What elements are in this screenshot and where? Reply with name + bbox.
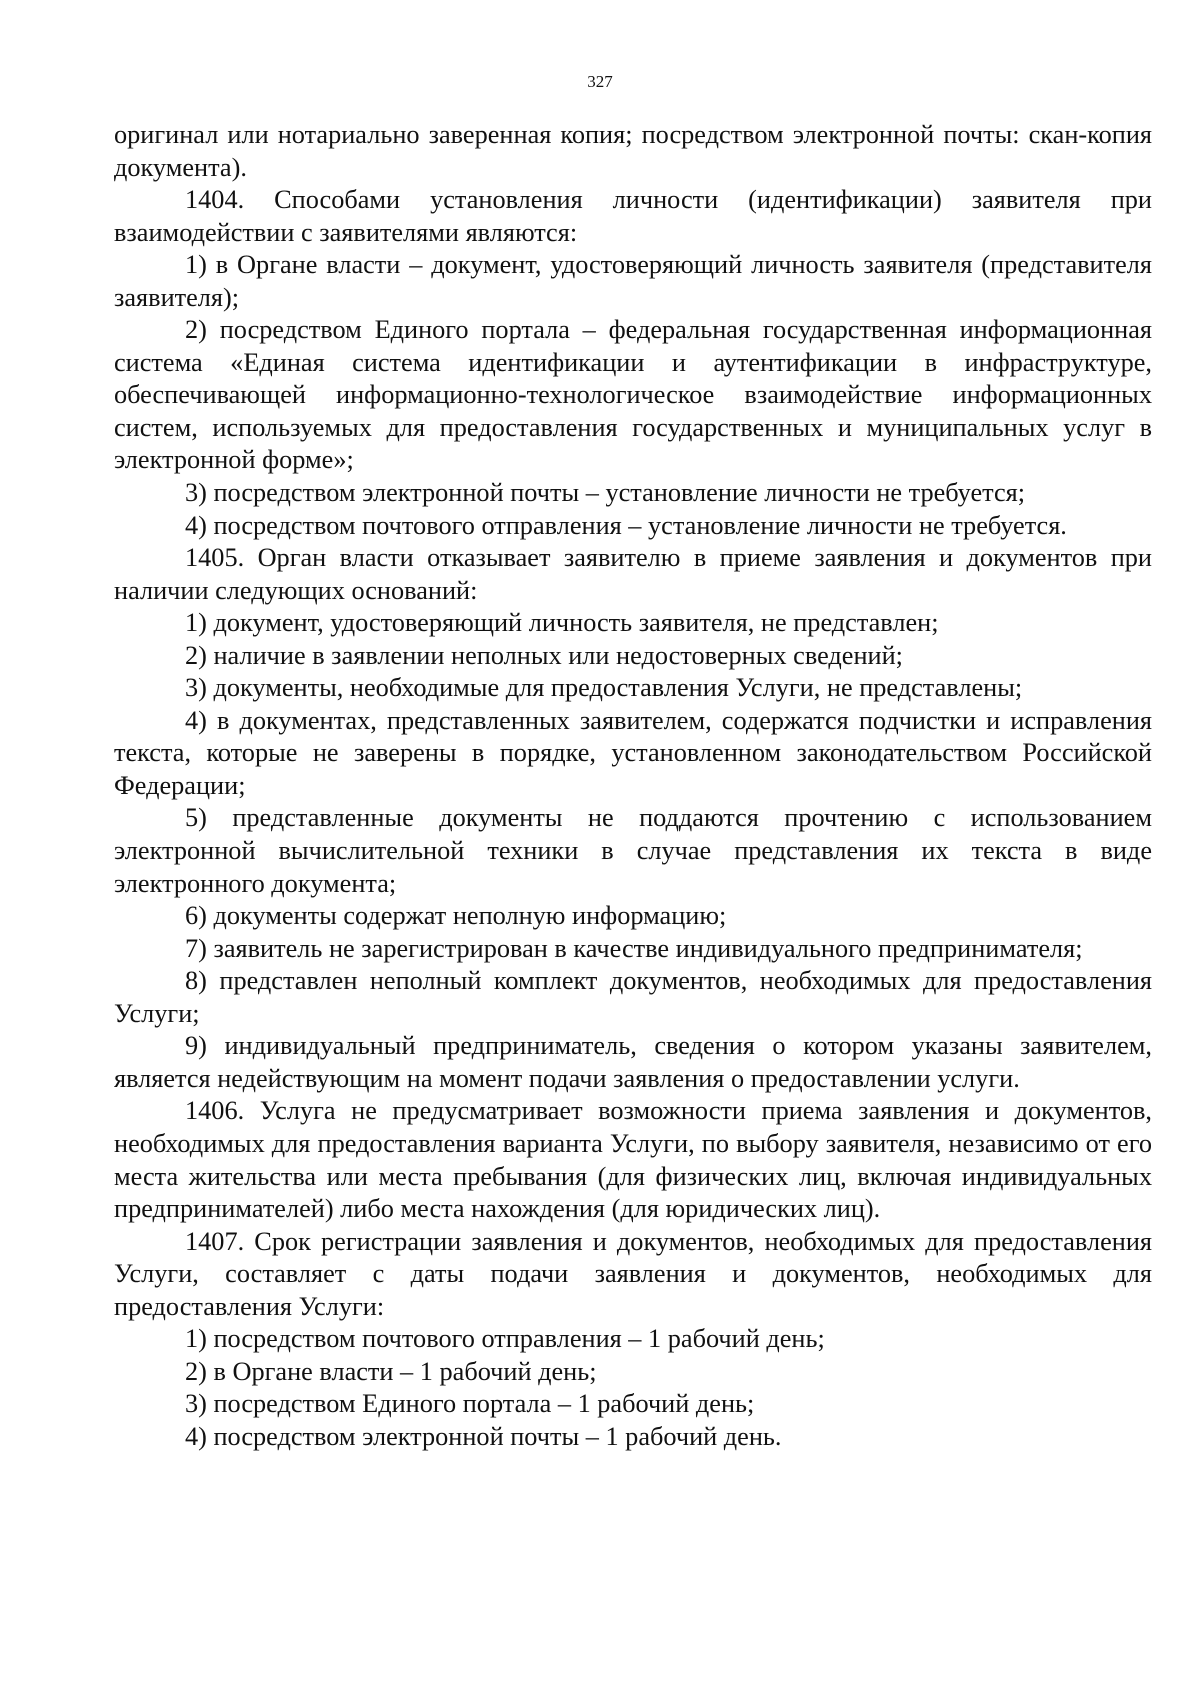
list-item-1407-3: 3) посредством Единого портала – 1 рабочий день; bbox=[185, 1389, 755, 1419]
paragraph-1405: 1405. Орган власти отказывает заявителю в приеме заявления и документов при наличии следующих оснований: bbox=[114, 543, 1152, 605]
list-item-1404-3: 3) посредством электронной почты – установление личности не требуется; bbox=[185, 478, 1026, 508]
paragraph-1406: 1406. Услуга не предусматривает возможности приема заявления и документов, необходимых для предоставления варианта Услуги, по выбору заявителя, независимо от его места жительства или места пребывания (для физических лиц, включая индивидуальных предпринимателей) либо места нахождения (для юридических лиц). bbox=[114, 1096, 1152, 1224]
paragraph-1404: 1404. Способами установления личности (идентификации) заявителя при взаимодействии с заявителями являются: bbox=[114, 185, 1152, 247]
page-number: 327 bbox=[587, 72, 613, 91]
list-item-1405-5: 5) представленные документы не поддаются прочтению с использованием электронной вычислительной техники в случае представления их текста в виде электронного документа; bbox=[114, 803, 1152, 898]
document-body bbox=[114, 119, 1152, 1453]
list-item-1405-6: 6) документы содержат неполную информацию; bbox=[185, 901, 727, 931]
list-item-1405-4: 4) в документах, представленных заявителем, содержатся подчистки и исправления текста, которые не заверены в порядке, установленном законодательством Российской Федерации; bbox=[114, 705, 1152, 800]
list-item-1405-7: 7) заявитель не зарегистрирован в качестве индивидуального предпринимателя; bbox=[185, 933, 1083, 963]
list-item-1405-3: 3) документы, необходимые для предоставления Услуги, не представлены; bbox=[185, 673, 1023, 703]
list-item-1404-4: 4) посредством почтового отправления – установление личности не требуется. bbox=[185, 510, 1067, 540]
list-item-1404-2: 2) посредством Единого портала – федеральная государственная информационная система «Единая система идентификации и аутентификации в инфраструктуре, обеспечивающей информационно-технологическое взаимодействие информационных систем, используемых для предоставления государственных и муниципальных услуг в электронной форме»; bbox=[114, 315, 1152, 475]
paragraph-1407: 1407. Срок регистрации заявления и документов, необходимых для предоставления Услуги, составляет с даты подачи заявления и документов, необходимых для предоставления Услуги: bbox=[114, 1226, 1152, 1321]
list-item-1405-9: 9) индивидуальный предприниматель, сведения о котором указаны заявителем, является недействующим на момент подачи заявления о предоставлении услуги. bbox=[114, 1031, 1152, 1093]
list-item-1407-1: 1) посредством почтового отправления – 1 рабочий день; bbox=[185, 1324, 825, 1354]
list-item-1407-2: 2) в Органе власти – 1 рабочий день; bbox=[185, 1356, 597, 1386]
list-item-1405-2: 2) наличие в заявлении неполных или недостоверных сведений; bbox=[185, 640, 903, 670]
list-item-1405-8: 8) представлен неполный комплект документов, необходимых для предоставления Услуги; bbox=[114, 966, 1152, 1028]
paragraph-continuation: оригинал или нотариально заверенная копия; посредством электронной почты: скан-копия документа). bbox=[114, 120, 1152, 182]
list-item-1405-1: 1) документ, удостоверяющий личность заявителя, не представлен; bbox=[185, 608, 939, 638]
list-item-1407-4: 4) посредством электронной почты – 1 рабочий день. bbox=[185, 1421, 782, 1451]
list-item-1404-1: 1) в Органе власти – документ, удостоверяющий личность заявителя (представителя заявителя); bbox=[114, 250, 1152, 312]
